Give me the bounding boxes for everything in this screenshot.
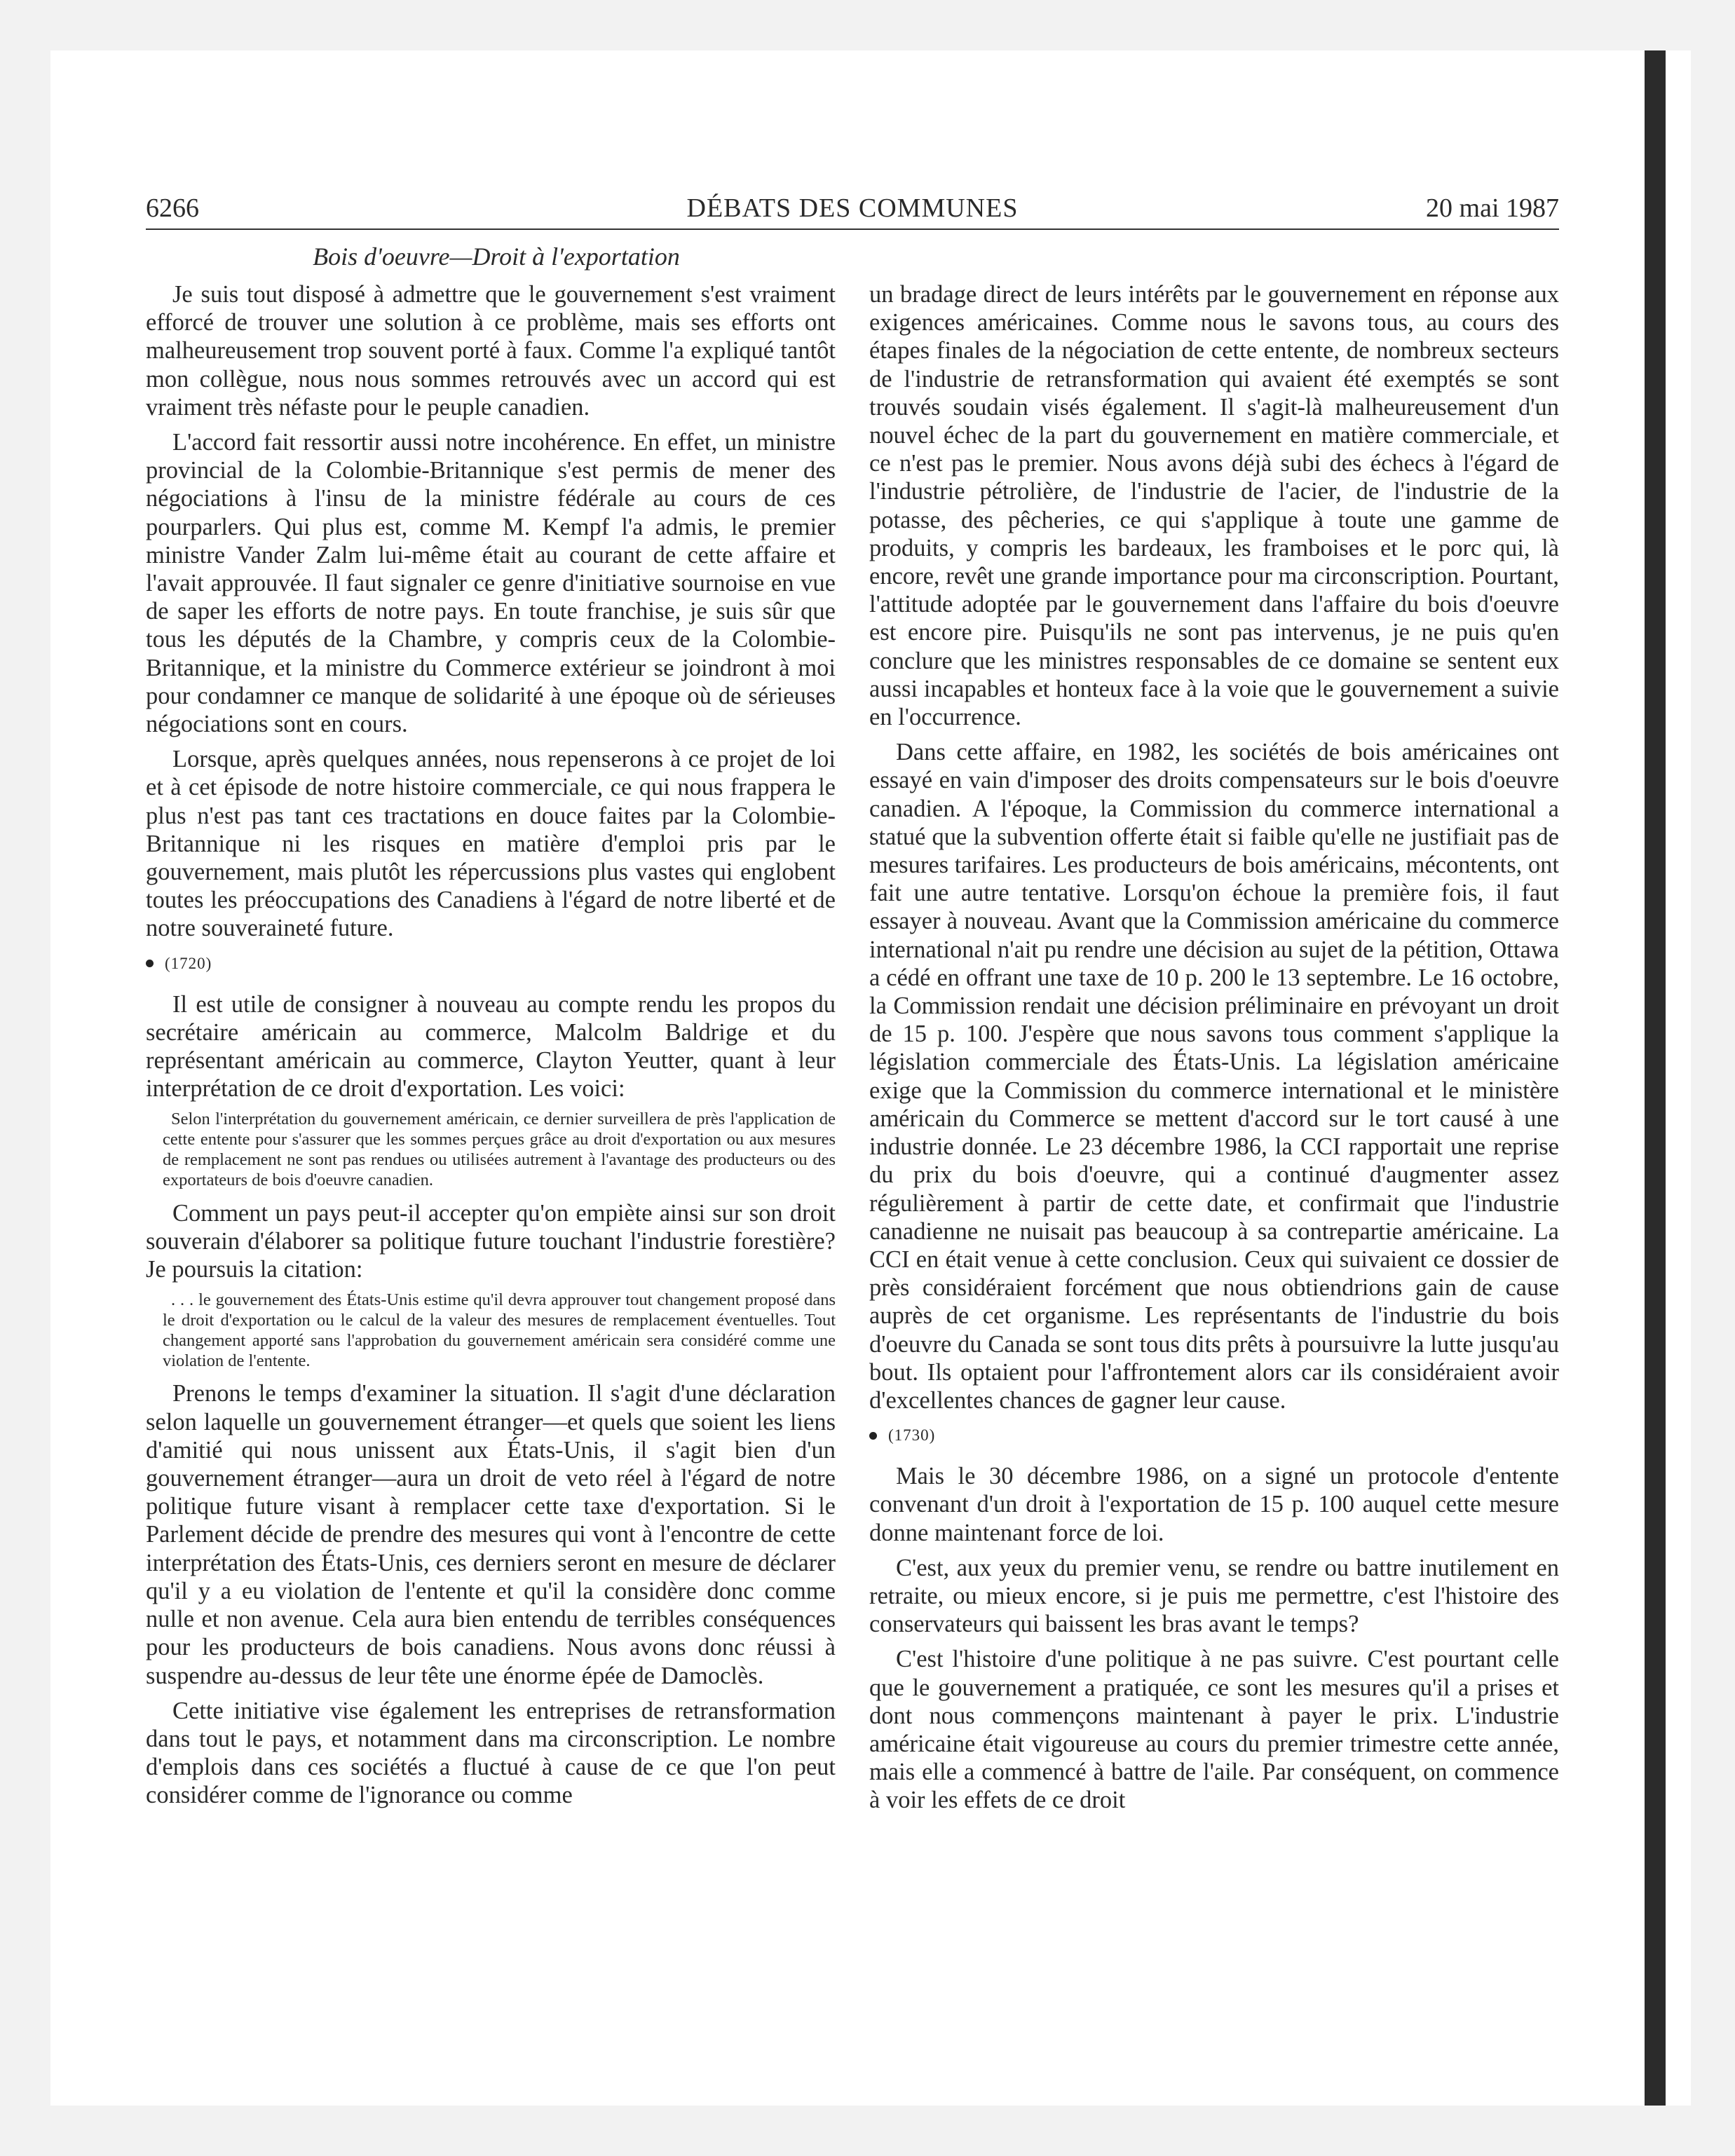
paragraph: Il est utile de consigner à nouveau au compte rendu les propos du secrétaire américain au commerce, Malcolm Baldrige et du représentant américain au commerce, Clayton Yeutter, quant à leur interprétation de ce droit d'exportation. Les voici: xyxy=(146,990,836,1103)
subject-heading: Bois d'oeuvre—Droit à l'exportation xyxy=(313,243,680,271)
right-column xyxy=(869,280,1559,1822)
paragraph: Dans cette affaire, en 1982, les sociétés de bois américaines ont essayé en vain d'imposer des droits compensateurs sur le bois d'oeuvre canadien. A l'époque, la Commission du commerce international a statué que la subvention offerte était si faible qu'elle ne justifiait pas de mesures tarifaires. Les producteurs de bois américains, mécontents, ont fait une autre tentative. Lorsqu'on échoue la première fois, il faut essayer à nouveau. Avant que la Commission américaine du commerce international n'ait pu rendre une décision au sujet de la pétition, Ottawa a cédé en offrant une taxe de 10 p. 200 le 13 septembre. Le 16 octobre, la Commission rendait une décision préliminaire en prévoyant un droit de 15 p. 100. J'espère que nous savons tous comment s'applique la législation commerciale des États-Unis. La législation américaine exige que la Commission du commerce international et le ministère américain du Commerce se mettent d'accord sur le tort causé à une industrie donnée. Le 23 décembre 1986, la CCI rapportait une reprise du prix du bois d'oeuvre, qui a continué d'augmenter assez régulièrement à partir de cette date, et confirmait que l'industrie canadienne ne nuisait pas beaucoup à sa contrepartie américaine. La CCI en était venue à cette conclusion. Ceux qui suivaient ce dossier de près considéraient forcément que nous obtiendrions gain de cause auprès de cet organisme. Les représentants de l'industrie du bois d'oeuvre du Canada se sont tous dits prêts à poursuivre la lutte jusqu'au bout. Ils optaient pour l'affrontement alors car ils considéraient avoir d'excellentes chances de gagner leur cause. xyxy=(869,739,1559,1414)
time-stamp-text: (1730) xyxy=(888,1426,936,1445)
paragraph: Prenons le temps d'examiner la situation. Il s'agit d'une déclaration selon laquelle un gouvernement étranger—et quels que soient les liens d'amitié qui nous unissent aux États-Unis, il s'agit bien d'un gouvernement étranger—aura un droit de veto réel à l'égard de notre politique future visant à remplacer cette taxe d'exportation. Si le Parlement décide de prendre des mesures qui vont à l'encontre de cette interprétation des États-Unis, ces derniers seront en mesure de déclarer qu'il y a eu violation de l'entente et qu'il la considère donc comme nulle et non avenue. Cela aura bien entendu de terribles conséquences pour les producteurs de bois canadiens. Nous avons donc réussi à suspendre au-dessus de leur tête une énorme épée de Damoclès. xyxy=(146,1380,836,1689)
running-header xyxy=(146,188,1559,230)
paragraph: C'est l'histoire d'une politique à ne pas suivre. C'est pourtant celle que le gouvernement a pratiquée, ce sont les mesures qu'il a prises et dont nous commençons maintenant à payer le prix. L'industrie américaine était vigoureuse au cours du premier trimestre cette année, mais elle a commencé à battre de l'aile. Par conséquent, on commence à voir les effets de ce droit xyxy=(869,1646,1559,1814)
paragraph: Mais le 30 décembre 1986, on a signé un protocole d'entente convenant d'un droit à l'exportation de 15 p. 100 auquel cette mesure donne maintenant force de loi. xyxy=(869,1463,1559,1546)
bullet-icon xyxy=(869,1432,877,1440)
time-stamp xyxy=(146,950,836,978)
scan-edge-bar xyxy=(1645,50,1666,2106)
left-column xyxy=(146,280,836,1817)
header-date: 20 mai 1987 xyxy=(1426,193,1559,223)
paragraph: Comment un pays peut-il accepter qu'on empiète ainsi sur son droit souverain d'élaborer sa politique future touchant l'industrie forestière? Je poursuis la citation: xyxy=(146,1199,836,1283)
journal-title: DÉBATS DES COMMUNES xyxy=(686,193,1019,223)
block-quote: . . . le gouvernement des États-Unis estime qu'il devra approuver tout changement proposé dans le droit d'exportation ou le calcul de la valeur des mesures de remplacement éventuelles. Tout changement apporté sans l'approbation du gouvernement américain sera considéré comme une violation de l'entente. xyxy=(163,1290,836,1370)
time-stamp xyxy=(869,1421,1559,1449)
bullet-icon xyxy=(146,960,154,967)
paragraph: Cette initiative vise également les entreprises de retransformation dans tout le pays, et notamment dans ma circonscription. Le nombre d'emplois dans ces sociétés a fluctué à cause de ce que l'on peut considérer comme de l'ignorance ou comme xyxy=(146,1697,836,1809)
paragraph: L'accord fait ressortir aussi notre incohérence. En effet, un ministre provincial de la Colombie-Britannique s'est permis de mener des négociations à l'insu de la ministre fédérale au cours de ces pourparlers. Qui plus est, comme M. Kempf l'a admis, le premier ministre Vander Zalm lui-même était au courant de cette affaire et l'avait approuvée. Il faut signaler ce genre d'initiative sournoise en vue de saper les efforts de notre pays. En toute franchise, je suis sûr que tous les députés de la Chambre, y compris ceux de la Colombie-Britannique, et la ministre du Commerce extérieur se joindront à moi pour condamner ce manque de solidarité à une époque où de sérieuses négociations sont en cours. xyxy=(146,429,836,738)
paragraph: un bradage direct de leurs intérêts par le gouvernement en réponse aux exigences américaines. Comme nous le savons tous, au cours des étapes finales de la négociation de cette entente, de nombreux secteurs de l'industrie de retransformation qui avaient été exemptés se sont trouvés soudain visés également. Il s'agit-là malheureusement d'un nouvel échec de la part du gouvernement en matière commerciale, et ce n'est pas le premier. Nous avons déjà subi des échecs à l'égard de l'industrie pétrolière, de l'industrie de l'acier, de l'industrie de la potasse, des pêcheries, ce qui s'applique à toute une gamme de produits, y compris les bardeaux, les framboises et le porc qui, là encore, revêt une grande importance pour ma circonscription. Pourtant, l'attitude adoptée par le gouvernement dans l'affaire du bois d'oeuvre est encore pire. Puisqu'ils ne sont pas intervenus, je ne puis qu'en conclure que les ministres responsables de ce domaine se sentent eux aussi incapables et honteux face à la voie que le gouvernement a suivie en l'occurrence. xyxy=(869,281,1559,731)
paragraph: Lorsque, après quelques années, nous repenserons à ce projet de loi et à cet épisode de notre histoire commerciale, ce qui nous frappera le plus n'est pas tant ces tractations en douce faites par la Colombie-Britannique ni les risques en matière d'emploi pris par le gouvernement, mais plutôt les répercussions plus vastes qui englobent toutes les préoccupations des Canadiens à l'égard de notre liberté et de notre souveraineté future. xyxy=(146,746,836,942)
paragraph: C'est, aux yeux du premier venu, se rendre ou battre inutilement en retraite, ou mieux encore, si je puis me permettre, c'est l'histoire des conservateurs qui baissent les bras avant le temps? xyxy=(869,1554,1559,1638)
paragraph: Je suis tout disposé à admettre que le gouvernement s'est vraiment efforcé de trouver une solution à ce problème, mais ses efforts ont malheureusement trop souvent porté à faux. Comme l'a expliqué tantôt mon collègue, nous nous sommes retrouvés avec un accord qui est vraiment très néfaste pour le peuple canadien. xyxy=(146,281,836,421)
time-stamp-text: (1720) xyxy=(165,954,212,972)
page-number: 6266 xyxy=(146,193,199,223)
block-quote: Selon l'interprétation du gouvernement américain, ce dernier surveillera de près l'application de cette entente pour s'assurer que les sommes perçues grâce au droit d'exportation ou aux mesures de remplacement ne sont pas rendues ou utilisées autrement à l'avantage des producteurs ou des exportateurs de bois d'oeuvre canadien. xyxy=(163,1110,836,1189)
